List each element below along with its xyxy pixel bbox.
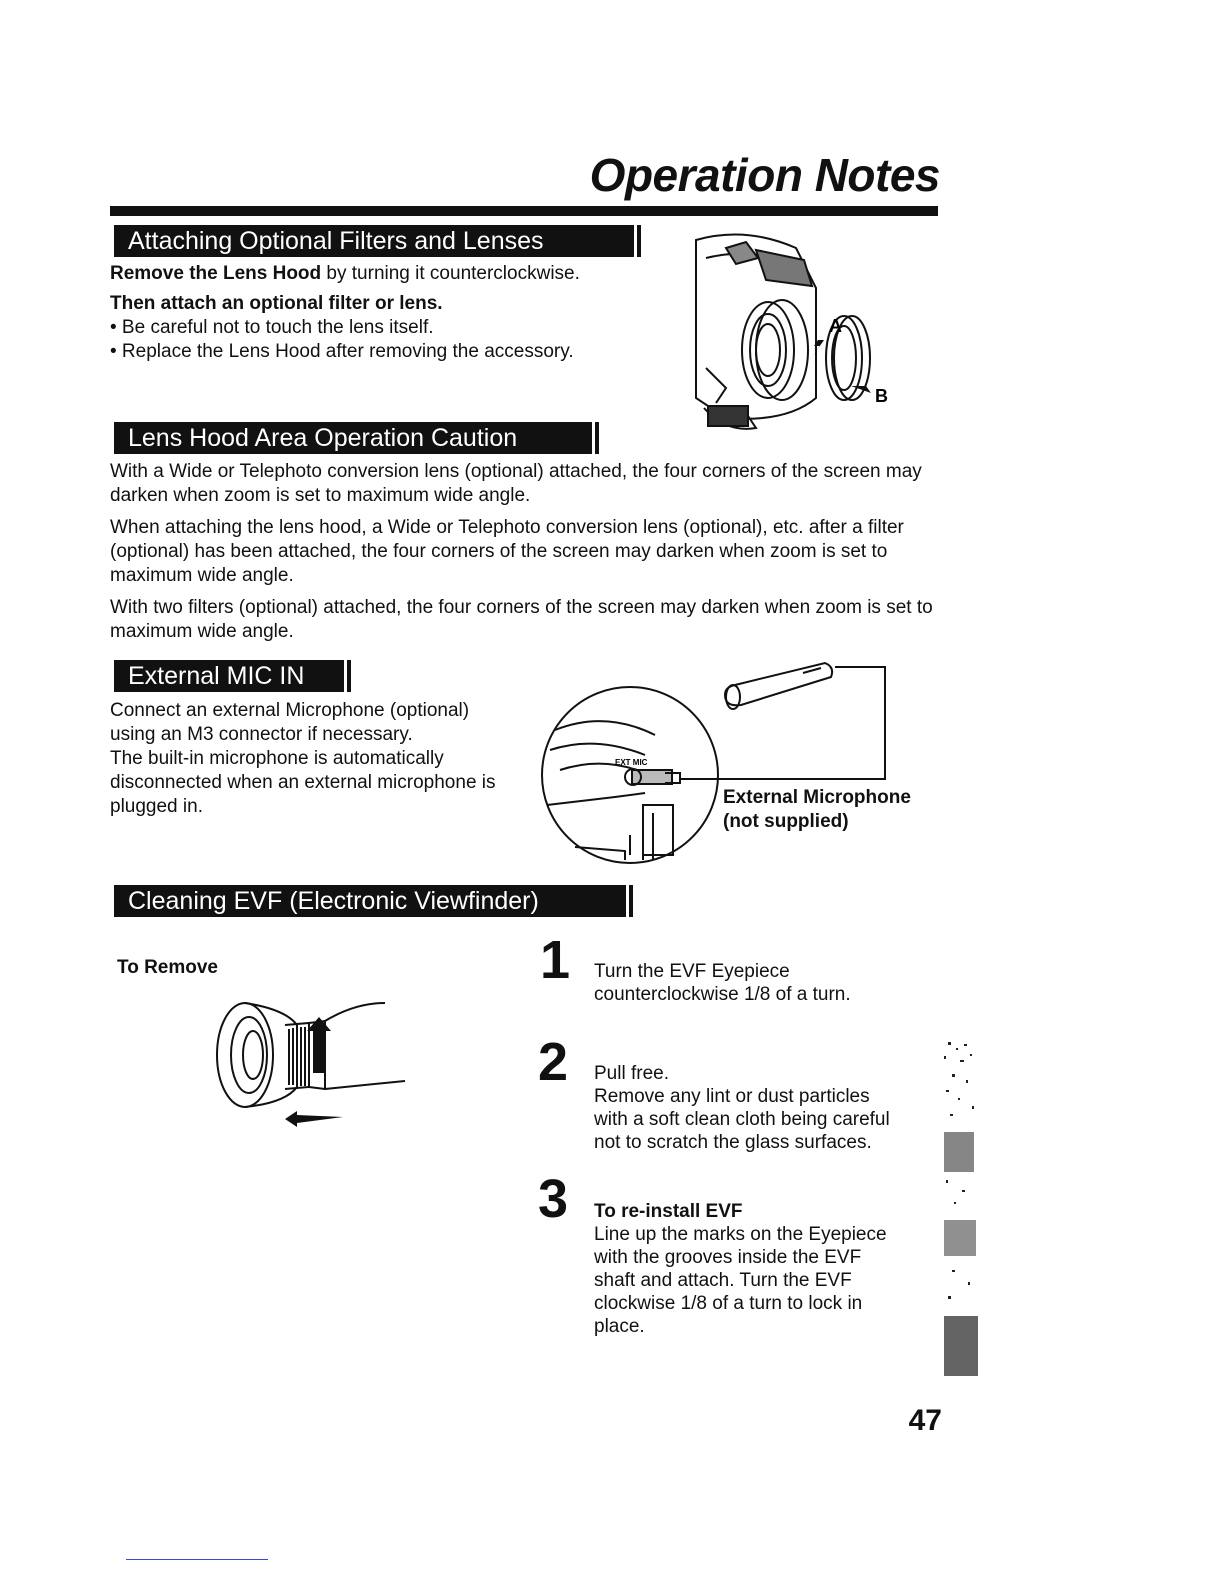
step-number-1: 1 [540, 930, 571, 990]
step-2-line: not to scratch the glass surfaces. [594, 1132, 872, 1153]
mic-paragraph-2: The built-in microphone is automatically disconnected when an external microphone is plugged in. [110, 748, 496, 817]
caution-text [110, 460, 940, 644]
step-1-body [594, 960, 924, 1006]
step-3-line: clockwise 1/8 of a turn to lock in [594, 1293, 863, 1314]
section-heading-mic: External MIC IN [114, 660, 344, 692]
step-number-2: 2 [538, 1032, 569, 1092]
to-remove-label: To Remove [117, 957, 219, 978]
step-1-line: Turn the EVF Eyepiece [594, 961, 790, 982]
mic-paragraph-1: Connect an external Microphone (optional) using an M3 connector if necessary. [110, 700, 470, 745]
step-3-body [594, 1200, 934, 1338]
mic-caption-line1: External Microphone [723, 787, 911, 808]
section-heading-filters: Attaching Optional Filters and Lenses [114, 225, 634, 257]
section-heading-evf: Cleaning EVF (Electronic Viewfinder) [114, 885, 626, 917]
step-3-line: shaft and attach. Turn the EVF [594, 1270, 852, 1291]
mic-caption [723, 786, 943, 834]
step-3-line: Line up the marks on the Eyepiece [594, 1224, 887, 1245]
caution-paragraph-3: With two filters (optional) attached, the four corners of the screen may darken when zoom is set to maximum wide angle. [110, 597, 933, 642]
ext-mic-jack-label: EXT MIC [615, 758, 648, 767]
mic-caption-line2: (not supplied) [723, 811, 849, 832]
caution-paragraph-1: With a Wide or Telephoto conversion lens (optional) attached, the four corners of the screen may darken when zoom is set to maximum wide angle. [110, 461, 922, 506]
filters-text [110, 262, 670, 364]
step-2-line: with a soft clean cloth being careful [594, 1109, 890, 1130]
step-3-line: place. [594, 1316, 645, 1337]
step-3-title: To re-install EVF [594, 1201, 743, 1222]
step-1-line: counterclockwise 1/8 of a turn. [594, 984, 851, 1005]
mic-text [110, 699, 510, 819]
caution-paragraph-2: When attaching the lens hood, a Wide or Telephoto conversion lens (optional), etc. after a filter (optional) has been attached, the four corners of the screen may darken when zoom is set to maximum wide angle. [110, 517, 904, 586]
figure-label-b: B [875, 386, 888, 406]
scan-edge-noise [934, 1040, 984, 1380]
step-3-line: with the grooves inside the EVF [594, 1247, 862, 1268]
title-rule [110, 206, 938, 216]
evf-eyepiece-illustration [205, 995, 405, 1135]
step-2-body [594, 1062, 934, 1154]
step-2-line: Remove any lint or dust particles [594, 1086, 870, 1107]
section-heading-caution: Lens Hood Area Operation Caution [114, 422, 592, 454]
footer-rule [126, 1559, 268, 1560]
filters-line1-rest: by turning it counterclockwise. [321, 263, 580, 284]
filters-line2: Then attach an optional filter or lens. [110, 293, 443, 314]
camera-lens-illustration [686, 228, 906, 443]
page-number: 47 [908, 1404, 942, 1437]
filters-bullet-1: • Be careful not to touch the lens itself. [110, 317, 434, 338]
step-number-3: 3 [538, 1169, 569, 1229]
filters-line1-bold: Remove the Lens Hood [110, 263, 322, 284]
page-title: Operation Notes [589, 149, 940, 201]
filters-bullet-2: • Replace the Lens Hood after removing the accessory. [110, 341, 574, 362]
external-mic-illustration [535, 655, 895, 870]
step-2-line: Pull free. [594, 1063, 669, 1084]
figure-label-a: A [829, 316, 842, 336]
